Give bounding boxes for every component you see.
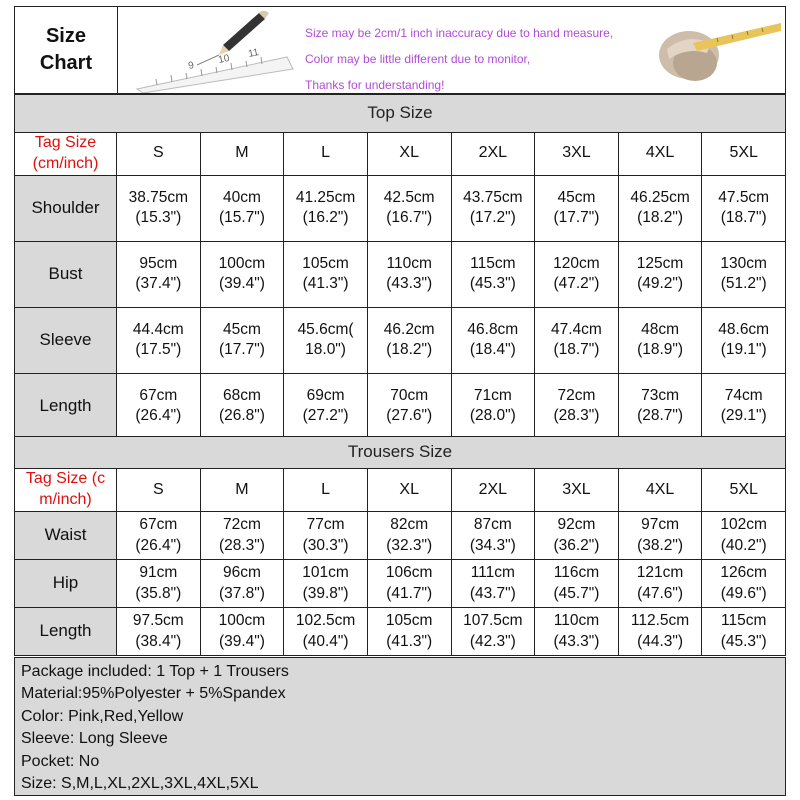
top-measurement-cell [200,373,284,439]
trousers-measurement-cell [618,512,702,560]
inch-value: (42.3") [469,632,516,650]
top-size-header-l: L [284,133,368,176]
top-measurement-cell [367,373,451,439]
inch-value: (17.7") [553,209,600,227]
size-chart-title [15,7,118,93]
inch-value: (43.3") [553,632,600,650]
inch-value: (51.2") [720,275,767,293]
trousers-row-label: Length [15,608,117,656]
cm-value: 115cm [721,612,767,630]
inch-value: (38.4") [135,632,182,650]
cm-value: 67cm [139,516,178,534]
top-tag-size-label [15,133,117,176]
cm-value: 40cm [222,188,261,206]
trousers-measurement-cell [451,512,535,560]
trousers-measurement-cell [702,560,786,608]
inch-value: (27.2") [302,407,349,425]
top-measurement-cell [117,373,201,439]
inch-value: (15.3") [135,209,182,227]
top-measurement-cell [451,307,535,373]
cm-value: 110cm [386,254,432,272]
top-measurement-cell [117,307,201,373]
cm-value: 46.8cm [467,320,519,338]
inch-value: (28.3") [553,407,600,425]
inch-value: (26.4") [135,536,182,554]
cm-value: 82cm [390,516,429,534]
cm-value: 102cm [720,516,767,534]
footer-package: Package included: 1 Top + 1 Trousers [21,663,289,680]
top-size-header-row [15,133,786,176]
top-size-header-xl: XL [367,133,451,176]
top-row-length [15,373,786,439]
top-measurement-cell [200,241,284,307]
cm-value: 71cm [473,386,512,404]
trousers-measurement-cell [451,560,535,608]
inch-value: (41.3") [302,275,349,293]
trousers-measurement-cell [200,512,284,560]
inch-value: (41.3") [386,632,433,650]
inch-value: (17.2") [469,209,516,227]
trousers-measurement-cell [702,608,786,656]
top-measurement-cell [200,175,284,241]
inch-value: (37.8") [218,584,265,602]
trousers-size-header-3xl: 3XL [535,469,619,512]
trousers-size-header-5xl: 5XL [702,469,786,512]
top-measurement-cell [117,241,201,307]
inch-value: (43.3") [386,275,433,293]
note-line-1: Size may be 2cm/1 inch inaccuracy due to hand measure, [305,26,614,40]
trousers-measurement-cell [535,560,619,608]
ruler-number-9: 9 [187,60,196,72]
footer-material: Material:95%Polyester + 5%Spandex [21,685,286,703]
inch-value: (40.4") [302,632,349,650]
cm-value: 95cm [139,254,178,272]
cm-value: 91cm [139,564,178,582]
hand-tape-measure-illustration [647,13,781,89]
top-measurement-cell [367,241,451,307]
cm-value: 100cm [218,254,266,272]
cm-value: 87cm [473,516,512,534]
cm-value: 106cm [385,564,433,582]
top-measurement-cell [284,241,368,307]
trousers-measurement-cell [618,560,702,608]
trousers-measurement-cell [451,608,535,656]
cm-value: 72cm [222,516,261,534]
note-line-3: Thanks for understanding! [305,77,445,92]
cm-value: 120cm [553,254,600,272]
inch-value: (15.7") [218,209,265,227]
top-size-header-5xl: 5XL [702,133,786,176]
trousers-size-header-m: M [200,469,284,512]
top-measurement-cell [535,241,619,307]
trousers-size-header-2xl: 2XL [451,469,535,512]
cm-value: 100cm [218,612,266,630]
cm-value: 68cm [222,386,261,404]
cm-value: 38.75cm [128,188,189,206]
trousers-measurement-cell [117,560,201,608]
cm-value: 69cm [306,386,345,404]
inch-value: (18.9") [637,341,684,359]
cm-value: 72cm [557,386,596,404]
inch-value: (26.8") [218,407,265,425]
trousers-measurement-cell [618,608,702,656]
inch-value: 18.0") [305,341,346,359]
cm-value: 46.25cm [630,188,690,206]
cm-value: 92cm [557,516,596,534]
footer-sleeve: Sleeve: Long Sleeve [21,730,168,748]
top-measurement-cell [618,175,702,241]
top-measurement-cell [200,307,284,373]
cm-value: 116cm [553,564,600,582]
top-size-table [14,94,786,440]
cm-value: 42.5cm [383,188,435,206]
cm-value: 44.4cm [132,320,184,338]
ruler-number-10: 10 [217,52,231,66]
footer-sizes: Size: S,M,L,XL,2XL,3XL,4XL,5XL [21,775,259,793]
top-measurement-cell [702,241,786,307]
cm-value: 45.6cm( [297,320,354,338]
inch-value: (17.5") [135,341,182,359]
inch-value: (45.7") [553,584,600,602]
top-row-shoulder [15,175,786,241]
inch-value: (16.2") [302,209,349,227]
inch-value: (37.4") [135,275,182,293]
cm-value: 67cm [139,386,178,404]
top-row-label: Shoulder [15,175,117,241]
inch-value: (18.4") [469,341,516,359]
inch-value: (47.6") [637,584,684,602]
trousers-tag-size-label [15,469,117,512]
product-details [14,657,786,796]
cm-value: 77cm [306,516,345,534]
trousers-size-title: Trousers Size [15,437,786,469]
trousers-measurement-cell [367,608,451,656]
inch-value: (39.4") [218,632,265,650]
trousers-measurement-cell [284,512,368,560]
top-measurement-cell [451,241,535,307]
cm-value: 126cm [720,564,767,582]
top-tag-size-text: Tag Size (cm/inch) [32,134,99,172]
trousers-row-length [15,608,786,656]
top-row-label: Bust [15,241,117,307]
trousers-size-header-4xl: 4XL [618,469,702,512]
inch-value: (28.3") [218,536,265,554]
top-measurement-cell [451,175,535,241]
inch-value: (39.8") [302,584,349,602]
trousers-measurement-cell [702,512,786,560]
cm-value: 45cm [557,188,596,206]
inch-value: (28.7") [637,407,684,425]
inch-value: (49.2") [637,275,684,293]
cm-value: 47.5cm [718,188,770,206]
trousers-row-label: Hip [15,560,117,608]
trousers-measurement-cell [535,608,619,656]
top-measurement-cell [284,373,368,439]
cm-value: 74cm [724,386,763,404]
cm-value: 41.25cm [295,188,356,206]
top-measurement-cell [702,175,786,241]
measure-notes [305,21,613,98]
trousers-size-header-row [15,469,786,512]
top-size-header-m: M [200,133,284,176]
top-measurement-cell [367,307,451,373]
top-row-label: Length [15,373,117,439]
cm-value: 110cm [553,612,600,630]
cm-value: 125cm [636,254,684,272]
footer-pocket: Pocket: No [21,752,100,770]
trousers-measurement-cell [200,608,284,656]
trousers-measurement-cell [284,560,368,608]
cm-value: 105cm [302,254,349,272]
cm-value: 101cm [302,564,349,582]
top-measurement-cell [618,241,702,307]
inch-value: (28.0") [469,407,516,425]
top-measurement-cell [535,307,619,373]
cm-value: 48.6cm [718,320,770,338]
inch-value: (44.3") [637,632,684,650]
cm-value: 48cm [641,320,680,338]
cm-value: 130cm [720,254,767,272]
cm-value: 121cm [636,564,684,582]
trousers-size-header-l: L [284,469,368,512]
note-line-2: Color may be little different due to monitor, [305,51,531,66]
top-size-header-2xl: 2XL [451,133,535,176]
inch-value: (16.7") [386,209,433,227]
inch-value: (45.3") [469,275,516,293]
title-line-2: Chart [39,52,93,74]
inch-value: (43.7") [469,584,516,602]
inch-value: (34.3") [469,536,516,554]
trousers-tag-size-text: Tag Size (c m/inch) [25,470,106,508]
inch-value: (36.2") [553,536,600,554]
trousers-measurement-cell [117,512,201,560]
cm-value: 112.5cm [630,612,690,630]
top-size-title: Top Size [15,95,786,133]
cm-value: 70cm [390,386,429,404]
inch-value: (32.3") [386,536,433,554]
inch-value: (41.7") [386,584,433,602]
inch-value: (18.2") [637,209,684,227]
ruler-number-11: 11 [247,47,260,60]
top-measurement-cell [117,175,201,241]
top-measurement-cell [367,175,451,241]
top-row-bust [15,241,786,307]
trousers-row-waist [15,512,786,560]
top-measurement-cell [618,307,702,373]
inch-value: (45.3") [720,632,767,650]
header-box [14,6,786,94]
top-size-header-s: S [117,133,201,176]
cm-value: 46.2cm [383,320,435,338]
top-measurement-cell [702,373,786,439]
cm-value: 73cm [641,386,680,404]
top-row-label: Sleeve [15,307,117,373]
trousers-measurement-cell [367,512,451,560]
footer-color: Color: Pink,Red,Yellow [21,707,184,725]
inch-value: (47.2") [553,275,600,293]
trousers-measurement-cell [367,560,451,608]
top-measurement-cell [284,307,368,373]
trousers-measurement-cell [535,512,619,560]
inch-value: (17.7") [218,341,265,359]
cm-value: 107.5cm [463,612,523,630]
trousers-size-header-xl: XL [367,469,451,512]
trousers-row-hip [15,560,786,608]
trousers-measurement-cell [200,560,284,608]
cm-value: 45cm [222,320,261,338]
cm-value: 105cm [385,612,433,630]
cm-value: 97.5cm [132,612,184,630]
top-row-sleeve [15,307,786,373]
top-measurement-cell [451,373,535,439]
inch-value: (35.8") [135,584,182,602]
top-size-header-3xl: 3XL [535,133,619,176]
title-line-1: Size [45,25,86,47]
top-size-header-4xl: 4XL [618,133,702,176]
top-measurement-cell [702,307,786,373]
inch-value: (18.7") [720,209,767,227]
inch-value: (38.2") [637,536,684,554]
cm-value: 97cm [641,516,680,534]
inch-value: (26.4") [135,407,182,425]
cm-value: 96cm [222,564,261,582]
trousers-measurement-cell [284,608,368,656]
inch-value: (19.1") [720,341,767,359]
inch-value: (49.6") [720,584,767,602]
top-measurement-cell [535,373,619,439]
trousers-row-label: Waist [15,512,117,560]
pencil-ruler-illustration [127,11,297,93]
cm-value: 102.5cm [295,612,356,630]
inch-value: (27.6") [386,407,433,425]
cm-value: 111cm [470,564,515,582]
cm-value: 115cm [470,254,516,272]
inch-value: (40.2") [720,536,767,554]
trousers-measurement-cell [117,608,201,656]
top-measurement-cell [535,175,619,241]
top-measurement-cell [284,175,368,241]
cm-value: 43.75cm [463,188,523,206]
trousers-size-table [14,436,786,656]
trousers-size-header-s: S [117,469,201,512]
inch-value: (18.7") [553,341,600,359]
cm-value: 47.4cm [551,320,602,338]
inch-value: (18.2") [386,341,433,359]
inch-value: (39.4") [218,275,265,293]
top-measurement-cell [618,373,702,439]
inch-value: (30.3") [302,536,349,554]
inch-value: (29.1") [720,407,767,425]
